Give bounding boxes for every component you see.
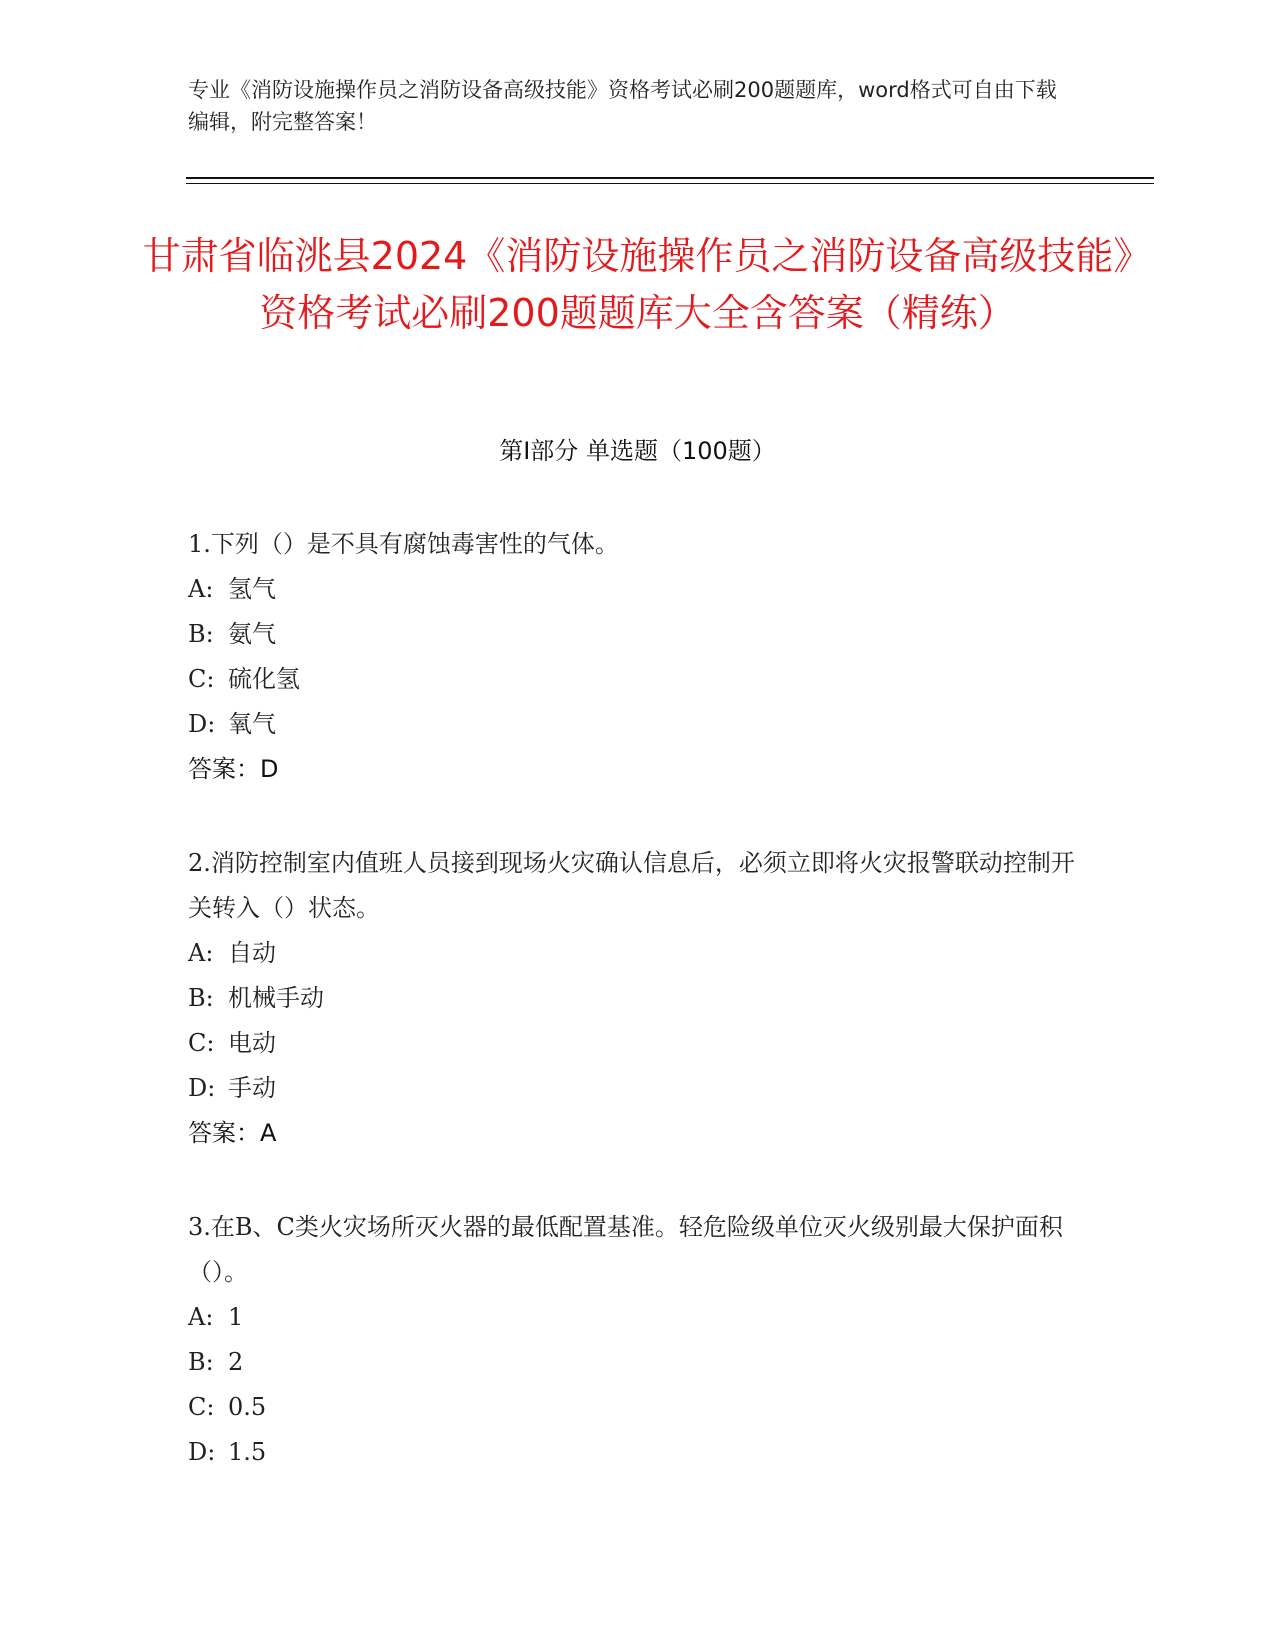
option-key: B: [188, 620, 214, 648]
option-a [188, 567, 1088, 612]
option-text: 1.5 [228, 1438, 267, 1466]
option-text: 机械手动 [228, 984, 324, 1012]
option-b [188, 612, 1088, 657]
option-c [188, 1021, 1088, 1066]
question-stem: 3.在B、C类火灾场所灭火器的最低配置基准。轻危险级单位灭火级别最大保护面积（）。 [188, 1213, 1063, 1286]
option-key: A: [188, 939, 214, 967]
answer-line: 答案：D [188, 755, 279, 783]
document-title: 甘肃省临洮县2024《消防设施操作员之消防设备高级技能》资格考试必刷200题题库大全含答案（精练） [142, 234, 1133, 335]
option-text: 氢气 [228, 575, 276, 603]
option-a [188, 1295, 1088, 1340]
option-text: 氨气 [228, 620, 276, 648]
header-note: 专业《消防设施操作员之消防设备高级技能》资格考试必刷200题题库，word格式可自由下载编辑，附完整答案！ [188, 78, 1057, 134]
option-text: 自动 [228, 939, 276, 967]
option-key: B: [188, 1348, 214, 1376]
option-key: C: [188, 1029, 215, 1057]
option-c [188, 1385, 1088, 1430]
option-a [188, 931, 1088, 976]
option-text: 0.5 [228, 1393, 267, 1421]
question-1 [188, 522, 1088, 792]
option-key: D: [188, 1438, 216, 1466]
option-text: 手动 [228, 1074, 276, 1102]
option-d [188, 1066, 1088, 1111]
option-text: 电动 [228, 1029, 276, 1057]
option-key: B: [188, 984, 214, 1012]
option-key: D: [188, 710, 216, 738]
option-key: C: [188, 665, 215, 693]
option-key: C: [188, 1393, 215, 1421]
option-text: 1 [228, 1303, 244, 1331]
option-text: 2 [228, 1348, 244, 1376]
option-c [188, 657, 1088, 702]
option-text: 硫化氢 [228, 665, 300, 693]
option-key: D: [188, 1074, 216, 1102]
question-stem: 2.消防控制室内值班人员接到现场火灾确认信息后，必须立即将火灾报警联动控制开关转入（）状态。 [188, 849, 1075, 922]
option-text: 氧气 [228, 710, 276, 738]
option-d [188, 702, 1088, 747]
option-d [188, 1430, 1088, 1475]
header-rule-thick [186, 177, 1154, 179]
header-rule-thin [186, 183, 1154, 184]
question-stem: 1.下列（）是不具有腐蚀毒害性的气体。 [188, 530, 619, 558]
option-b [188, 1340, 1088, 1385]
option-b [188, 976, 1088, 1021]
question-3 [188, 1205, 1088, 1475]
answer-line: 答案：A [188, 1119, 277, 1147]
option-key: A: [188, 575, 214, 603]
section-heading: 第I部分 单选题（100题） [499, 437, 776, 465]
option-key: A: [188, 1303, 214, 1331]
question-2 [188, 841, 1088, 1156]
